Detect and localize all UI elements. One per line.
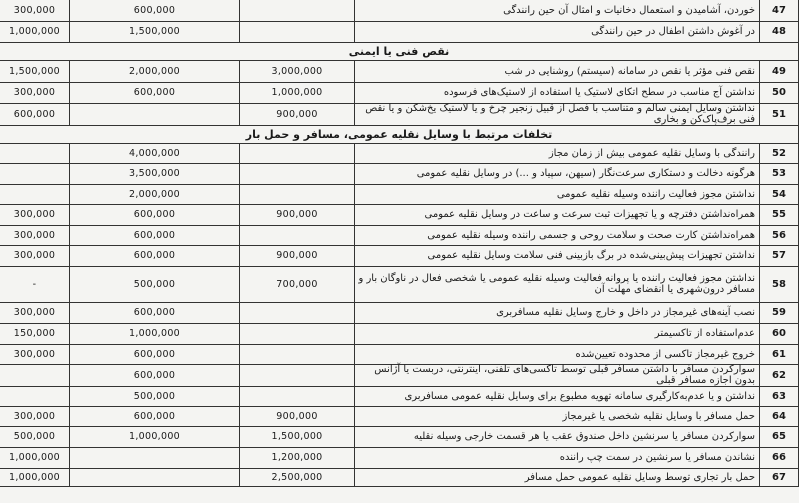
fine-amount: 1,000,000 bbox=[0, 447, 70, 468]
fine-amount bbox=[240, 225, 355, 245]
violation-description: رانندگی با وسایل نقلیه عمومی بیش از زمان مجاز bbox=[355, 143, 760, 163]
table-row bbox=[0, 266, 799, 303]
fine-amount bbox=[240, 143, 355, 163]
row-number: 47 bbox=[760, 0, 799, 21]
fine-amount bbox=[0, 143, 70, 163]
row-number: 66 bbox=[760, 447, 799, 468]
table-row bbox=[0, 245, 799, 267]
table-row bbox=[0, 143, 799, 164]
row-number: 50 bbox=[760, 82, 799, 103]
table-row bbox=[0, 225, 799, 246]
fine-amount: 1,200,000 bbox=[240, 447, 355, 468]
row-number: 62 bbox=[760, 364, 799, 386]
table-row bbox=[0, 447, 799, 469]
fine-amount: 1,000,000 bbox=[240, 82, 355, 103]
section-row bbox=[0, 125, 799, 144]
fine-amount: 900,000 bbox=[240, 406, 355, 426]
row-number: 56 bbox=[760, 225, 799, 245]
table-row bbox=[0, 302, 799, 324]
table-row bbox=[0, 468, 799, 487]
row-number: 55 bbox=[760, 204, 799, 225]
row-number: 58 bbox=[760, 266, 799, 302]
violation-description: سوارکردن مسافر یا سرنشین داخل صندوق عقب یا هر قسمت خارجی وسیله نقلیه bbox=[355, 426, 760, 447]
violation-description: خروج غیرمجاز تاکسی از محدوده تعیین‌شده bbox=[355, 344, 760, 364]
violation-description: همراه‌نداشتن کارت صحت و سلامت روحی و جسمی راننده وسیله نقلیه عمومی bbox=[355, 225, 760, 245]
fine-amount bbox=[70, 103, 240, 125]
fine-amount: 3,500,000 bbox=[70, 163, 240, 184]
fine-amount bbox=[240, 364, 355, 386]
violation-description: نداشتن و یا عدم‌به‌کارگیری سامانه تهویه مطبوع برای وسایل نقلیه عمومی مسافربری bbox=[355, 386, 760, 406]
fine-amount: 300,000 bbox=[0, 302, 70, 323]
violation-description: نشاندن مسافر یا سرنشین در سمت چپ راننده bbox=[355, 447, 760, 468]
fine-amount bbox=[240, 21, 355, 42]
fine-amount bbox=[70, 447, 240, 468]
fine-amount bbox=[240, 323, 355, 344]
row-number: 65 bbox=[760, 426, 799, 447]
table-row bbox=[0, 426, 799, 448]
violation-description: خوردن، آشامیدن و استعمال دخانیات و امثال آن حین رانندگی bbox=[355, 0, 760, 21]
table-row bbox=[0, 364, 799, 387]
fine-amount: 600,000 bbox=[0, 103, 70, 125]
fine-amount: 1,000,000 bbox=[0, 468, 70, 486]
violation-description: نقص فنی مؤثر یا نقص در سامانه (سیستم) روشنایی در شب bbox=[355, 60, 760, 82]
table-row bbox=[0, 82, 799, 104]
row-number: 60 bbox=[760, 323, 799, 344]
fine-amount: 1,500,000 bbox=[70, 21, 240, 42]
violation-description: در آغوش داشتن اطفال در حین رانندگی bbox=[355, 21, 760, 42]
violation-description: نداشتن تجهیزات پیش‌بینی‌شده در برگ بازبینی فنی سلامت وسایل نقلیه عمومی bbox=[355, 245, 760, 266]
fine-amount: 300,000 bbox=[0, 225, 70, 245]
fine-amount: 150,000 bbox=[0, 323, 70, 344]
fine-amount: 2,000,000 bbox=[70, 184, 240, 204]
fine-amount: 900,000 bbox=[240, 204, 355, 225]
fine-amount bbox=[240, 344, 355, 364]
violation-description: هرگونه دخالت و دستکاری سرعت‌نگار (سیهن، سپیاد و ...) در وسایل نقلیه عمومی bbox=[355, 163, 760, 184]
fine-amount: 2,000,000 bbox=[70, 60, 240, 82]
fine-amount: 600,000 bbox=[70, 364, 240, 386]
row-number: 61 bbox=[760, 344, 799, 364]
violation-description: نصب آینه‌های غیرمجاز در داخل و خارج وسایل نقلیه مسافربری bbox=[355, 302, 760, 323]
fine-amount: 300,000 bbox=[0, 82, 70, 103]
fine-amount: 500,000 bbox=[70, 386, 240, 406]
table-row bbox=[0, 163, 799, 185]
row-number: 67 bbox=[760, 468, 799, 486]
row-number: 64 bbox=[760, 406, 799, 426]
table-row bbox=[0, 21, 799, 43]
row-number: 59 bbox=[760, 302, 799, 323]
table-row bbox=[0, 344, 799, 365]
violation-description: همراه‌نداشتن دفترچه و یا تجهیزات ثبت سرعت و ساعت در وسایل نقلیه عمومی bbox=[355, 204, 760, 225]
table-row bbox=[0, 60, 799, 83]
violation-description: سوارکردن مسافر با داشتن مسافر قبلی توسط تاکسی‌های تلفنی، اینترنتی، دربست یا آژانس بدون اجازه مسافر قبلی bbox=[355, 364, 760, 386]
fine-amount: 2,500,000 bbox=[240, 468, 355, 486]
fine-amount: 900,000 bbox=[240, 103, 355, 125]
fine-amount: 3,000,000 bbox=[240, 60, 355, 82]
violation-description: نداشتن آج مناسب در سطح اتکای لاستیک یا استفاده از لاستیک‌های فرسوده bbox=[355, 82, 760, 103]
fine-amount: 600,000 bbox=[70, 225, 240, 245]
row-number: 53 bbox=[760, 163, 799, 184]
fine-amount: 300,000 bbox=[0, 406, 70, 426]
fine-amount: 300,000 bbox=[0, 204, 70, 225]
fine-amount bbox=[240, 302, 355, 323]
fine-amount bbox=[240, 386, 355, 406]
fine-amount bbox=[0, 184, 70, 204]
violation-description: عدم‌استفاده از تاکسیمتر bbox=[355, 323, 760, 344]
fine-amount: 600,000 bbox=[70, 0, 240, 21]
row-number: 49 bbox=[760, 60, 799, 82]
violation-description: نداشتن وسایل ایمنی سالم و متناسب با فصل از قبیل زنجیر چرخ و یا لاستیک یخ‌شکن و یا نقص فنی برف‌پاک‌کن و بخاری bbox=[355, 103, 760, 125]
fine-amount: 1,500,000 bbox=[0, 60, 70, 82]
fine-amount: 600,000 bbox=[70, 302, 240, 323]
row-number: 48 bbox=[760, 21, 799, 42]
fine-amount: 4,000,000 bbox=[70, 143, 240, 163]
row-number: 54 bbox=[760, 184, 799, 204]
fine-amount bbox=[70, 468, 240, 486]
fine-amount: 900,000 bbox=[240, 245, 355, 266]
fine-amount: 600,000 bbox=[70, 406, 240, 426]
violation-description: حمل مسافر با وسایل نقلیه شخصی یا غیرمجاز bbox=[355, 406, 760, 426]
violation-description: حمل بار تجاری توسط وسایل نقلیه عمومی حمل مسافر bbox=[355, 468, 760, 486]
section-title: تخلفات مرتبط با وسایل نقلیه عمومی، مسافر و حمل بار bbox=[0, 125, 799, 143]
fine-amount: 700,000 bbox=[240, 266, 355, 302]
fine-amount: 1,000,000 bbox=[70, 323, 240, 344]
table-row bbox=[0, 204, 799, 226]
fine-amount: 1,000,000 bbox=[70, 426, 240, 447]
fine-amount bbox=[240, 0, 355, 21]
fine-amount: 1,500,000 bbox=[240, 426, 355, 447]
fine-amount bbox=[240, 184, 355, 204]
fine-amount: 300,000 bbox=[0, 344, 70, 364]
fine-amount bbox=[0, 163, 70, 184]
row-number: 51 bbox=[760, 103, 799, 125]
table-row bbox=[0, 103, 799, 126]
table-row bbox=[0, 323, 799, 345]
fine-amount: 300,000 bbox=[0, 0, 70, 21]
fine-amount bbox=[0, 386, 70, 406]
table-row bbox=[0, 386, 799, 407]
fine-amount: 600,000 bbox=[70, 82, 240, 103]
fine-amount: 1,000,000 bbox=[0, 21, 70, 42]
fine-amount: - bbox=[0, 266, 70, 302]
section-row bbox=[0, 42, 799, 61]
fine-amount: 600,000 bbox=[70, 344, 240, 364]
section-title: نقص فنی یا ایمنی bbox=[0, 42, 799, 60]
fine-amount: 500,000 bbox=[70, 266, 240, 302]
fine-amount bbox=[0, 364, 70, 386]
fine-amount: 500,000 bbox=[0, 426, 70, 447]
row-number: 63 bbox=[760, 386, 799, 406]
row-number: 57 bbox=[760, 245, 799, 266]
fine-amount: 600,000 bbox=[70, 204, 240, 225]
table-row bbox=[0, 0, 799, 22]
table-row bbox=[0, 406, 799, 427]
violation-description: نداشتن مجوز فعالیت راننده یا پروانه فعالیت وسیله نقلیه عمومی یا شخصی فعال در ناوگان بار و مسافر درون‌شهری یا انقضای مهلت آن bbox=[355, 266, 760, 302]
fine-amount: 600,000 bbox=[70, 245, 240, 266]
fine-amount bbox=[240, 163, 355, 184]
row-number: 52 bbox=[760, 143, 799, 163]
fine-amount: 300,000 bbox=[0, 245, 70, 266]
table-row bbox=[0, 184, 799, 205]
violation-description: نداشتن مجوز فعالیت راننده وسیله نقلیه عمومی bbox=[355, 184, 760, 204]
